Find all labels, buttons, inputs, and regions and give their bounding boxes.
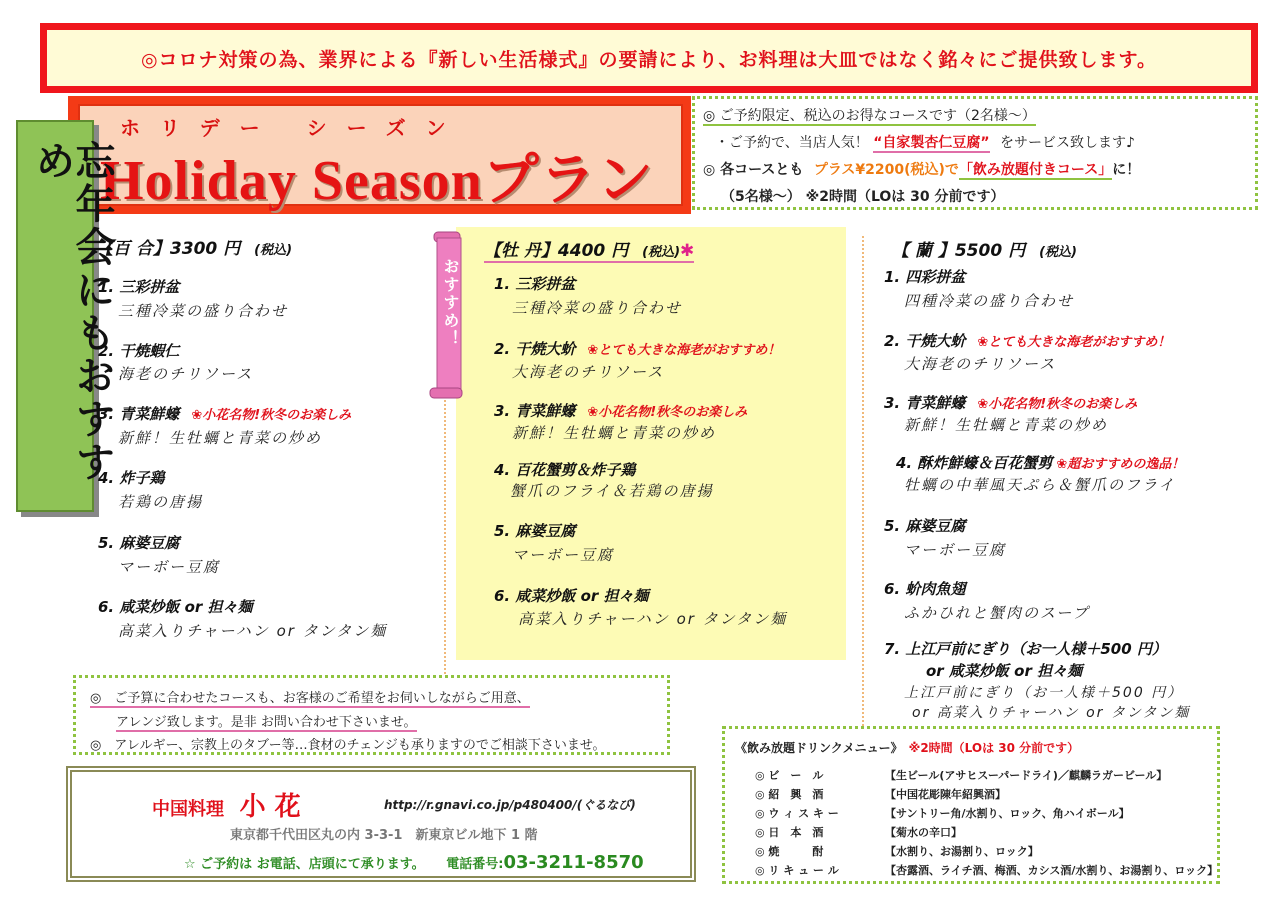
menu-item-title: 2. 干焼大蚧 ❀とても大きな海老がおすすめ！ xyxy=(494,340,781,358)
note-line-2: アレンジ致します。是非 お問い合わせ下さいませ。 xyxy=(116,715,417,730)
info-line-2: ・ご予約で、当店人気！ “自家製杏仁豆腐” をサービス致します♪ xyxy=(715,135,1135,151)
side-banner xyxy=(16,120,115,512)
menu-item-desc-2: or 高菜入りチャーハン or タンタン麺 xyxy=(912,705,1191,721)
menu-item-title-2: or 咸菜炒飯 or 担々麺 xyxy=(926,662,1083,680)
menu-item-desc: ふかひれと蟹肉のスープ xyxy=(904,604,1090,622)
menu-item-desc: 高菜入りチャーハン or タンタン麺 xyxy=(118,622,388,640)
menu-item-title: 3. 青菜鮮蠔 ❀小花名物!秋冬のお楽しみ xyxy=(884,394,1138,412)
menu-item-title: 6. 蚧肉魚翅 xyxy=(884,580,966,598)
title-box xyxy=(68,96,691,214)
menu-item-title: 1. 三彩拼盆 xyxy=(98,278,180,296)
menu-head-botan: 【牡 丹】4400 円 (税込)✱ xyxy=(484,236,694,263)
menu-item-title: 1. 四彩拼盆 xyxy=(884,268,966,286)
drink-menu-box xyxy=(722,726,1220,884)
drink-detail: 【生ビール(アサヒスーパードライ)／麒麟ラガービール】 xyxy=(885,769,1168,782)
drink-detail: 【菊水の辛口】 xyxy=(885,826,962,839)
shop-name: 中国料理 小 花 xyxy=(152,792,301,822)
title-kana: ホリデー シーズン xyxy=(120,116,466,140)
column-divider xyxy=(862,236,864,726)
menu-item-desc: 上江戸前にぎり（お一人様＋500 円） xyxy=(904,685,1184,701)
menu-item-desc: 大海老のチリソース xyxy=(904,355,1057,373)
menu-item-desc: 三種冷菜の盛り合わせ xyxy=(118,302,289,320)
recommend-scroll xyxy=(428,228,468,400)
menu-head-ran: 【 蘭 】5500 円 (税込) xyxy=(892,241,1077,261)
info-line-4: （5名様～） ※2時間（LOは 30 分前です） xyxy=(721,189,1005,205)
note-line-1: ◎ ご予算に合わせたコースも、お客様のご希望をお伺いしながらご用意、 xyxy=(90,691,530,706)
menu-item-title: 5. 麻婆豆腐 xyxy=(494,522,576,540)
menu-head-yuri: 【百 合】3300 円 (税込) xyxy=(96,239,293,259)
page-title: Holiday Seasonプラン xyxy=(100,150,654,212)
drink-name: ◎ 焼 酎 xyxy=(755,845,824,858)
drink-detail: 【杏露酒、ライチ酒、梅酒、カシス酒/水割り、お湯割り、ロック】 xyxy=(885,864,1219,877)
drink-detail: 【水割り、お湯割り、ロック】 xyxy=(885,845,1039,858)
menu-item-title: 7. 上江戸前にぎり（お一人様＋500 円） xyxy=(884,640,1167,658)
drink-detail: 【中国花彫陳年紹興酒】 xyxy=(885,788,1006,801)
menu-item-desc: 大海老のチリソース xyxy=(512,363,665,381)
drink-menu-title: 《飲み放題ドリンクメニュー》 ※2時間（LOは 30 分前です） xyxy=(735,741,1080,755)
shop-box xyxy=(66,766,696,882)
menu-item-title: 5. 麻婆豆腐 xyxy=(884,517,966,535)
menu-item-desc: 蟹爪のフライ＆若鶏の唐揚 xyxy=(510,482,714,500)
drink-detail: 【サントリー角/水割り、ロック、角ハイボール】 xyxy=(885,807,1130,820)
notice-banner xyxy=(40,23,1258,93)
drink-name: ◎ 紹 興 酒 xyxy=(755,788,824,801)
menu-item-title: 2. 干焼大蚧 ❀とても大きな海老がおすすめ！ xyxy=(884,332,1171,350)
menu-item-desc: 新鮮！生牡蠣と青菜の炒め xyxy=(512,424,717,442)
menu-item-desc: 新鮮！生牡蠣と青菜の炒め xyxy=(904,416,1109,434)
recommend-label: おすすめ！ xyxy=(441,258,460,348)
shop-address: 東京都千代田区丸の内 3-3-1 新東京ビル地下 1 階 xyxy=(230,828,538,843)
menu-item-desc: 若鶏の唐揚 xyxy=(118,493,204,511)
side-banner-text: 忘年会にもおすすめ xyxy=(29,140,115,484)
drink-name: ◎ 日 本 酒 xyxy=(755,826,824,839)
menu-item-desc: 高菜入りチャーハン or タンタン麺 xyxy=(518,610,788,628)
menu-item-title: 3. 青菜鮮蠔 ❀小花名物!秋冬のお楽しみ xyxy=(98,405,352,423)
menu-item-desc: 牡蠣の中華風天ぷら＆蟹爪のフライ xyxy=(904,476,1176,494)
menu-item-title: 6. 咸菜炒飯 or 担々麺 xyxy=(98,598,253,616)
menu-item-desc: マーボー豆腐 xyxy=(512,546,615,564)
note-line-3: ◎ アレルギー、宗教上のタブー等…食材のチェンジも承りますのでご相談下さいませ。 xyxy=(90,738,606,753)
menu-item-desc: マーボー豆腐 xyxy=(118,558,221,576)
notice-text: ◎コロナ対策の為、業界による『新しい生活様式』の要請により、お料理は大皿ではなく銘々にご提供致します。 xyxy=(140,48,1158,71)
drink-name: ◎ ウ ィ ス キ ー xyxy=(755,807,839,820)
notes-box xyxy=(73,675,670,755)
menu-item-desc: 三種冷菜の盛り合わせ xyxy=(512,299,683,317)
shop-url[interactable]: http://r.gnavi.co.jp/p480400/(ぐるなび) xyxy=(384,798,636,812)
drink-name: ◎ リ キ ュ ー ル xyxy=(755,864,839,877)
menu-item-desc: マーボー豆腐 xyxy=(904,541,1007,559)
menu-item-title: 6. 咸菜炒飯 or 担々麺 xyxy=(494,587,649,605)
info-box xyxy=(692,96,1258,210)
menu-item-title: 1. 三彩拼盆 xyxy=(494,275,576,293)
drink-name: ◎ ビ ー ル xyxy=(755,769,824,782)
menu-item-title: 4. 酥炸鮮蠔＆百花蟹剪 ❀超おすすめの逸品！ xyxy=(896,454,1185,472)
info-line-3: ◎ 各コースとも プラス¥2200(税込)で「飲み放題付きコース」に！ xyxy=(703,162,1141,178)
info-line-1: ◎ ご予約限定、税込のお得なコースです（2名様～） xyxy=(703,108,1036,124)
menu-item-desc: 四種冷菜の盛り合わせ xyxy=(904,292,1075,310)
menu-item-desc: 新鮮！生牡蠣と青菜の炒め xyxy=(118,429,323,447)
menu-item-title: 4. 炸子鶏 xyxy=(98,469,165,487)
menu-item-desc: 海老のチリソース xyxy=(118,365,254,383)
menu-item-title: 5. 麻婆豆腐 xyxy=(98,534,180,552)
shop-reserve: ☆ ご予約は お電話、店頭にて承ります。 電話番号:03-3211-8570 xyxy=(184,852,644,873)
menu-item-title: 3. 青菜鮮蠔 ❀小花名物!秋冬のお楽しみ xyxy=(494,402,748,420)
menu-item-title: 4. 百花蟹剪＆炸子鶏 xyxy=(494,461,636,479)
menu-item-title: 2. 干焼蝦仁 xyxy=(98,342,180,360)
